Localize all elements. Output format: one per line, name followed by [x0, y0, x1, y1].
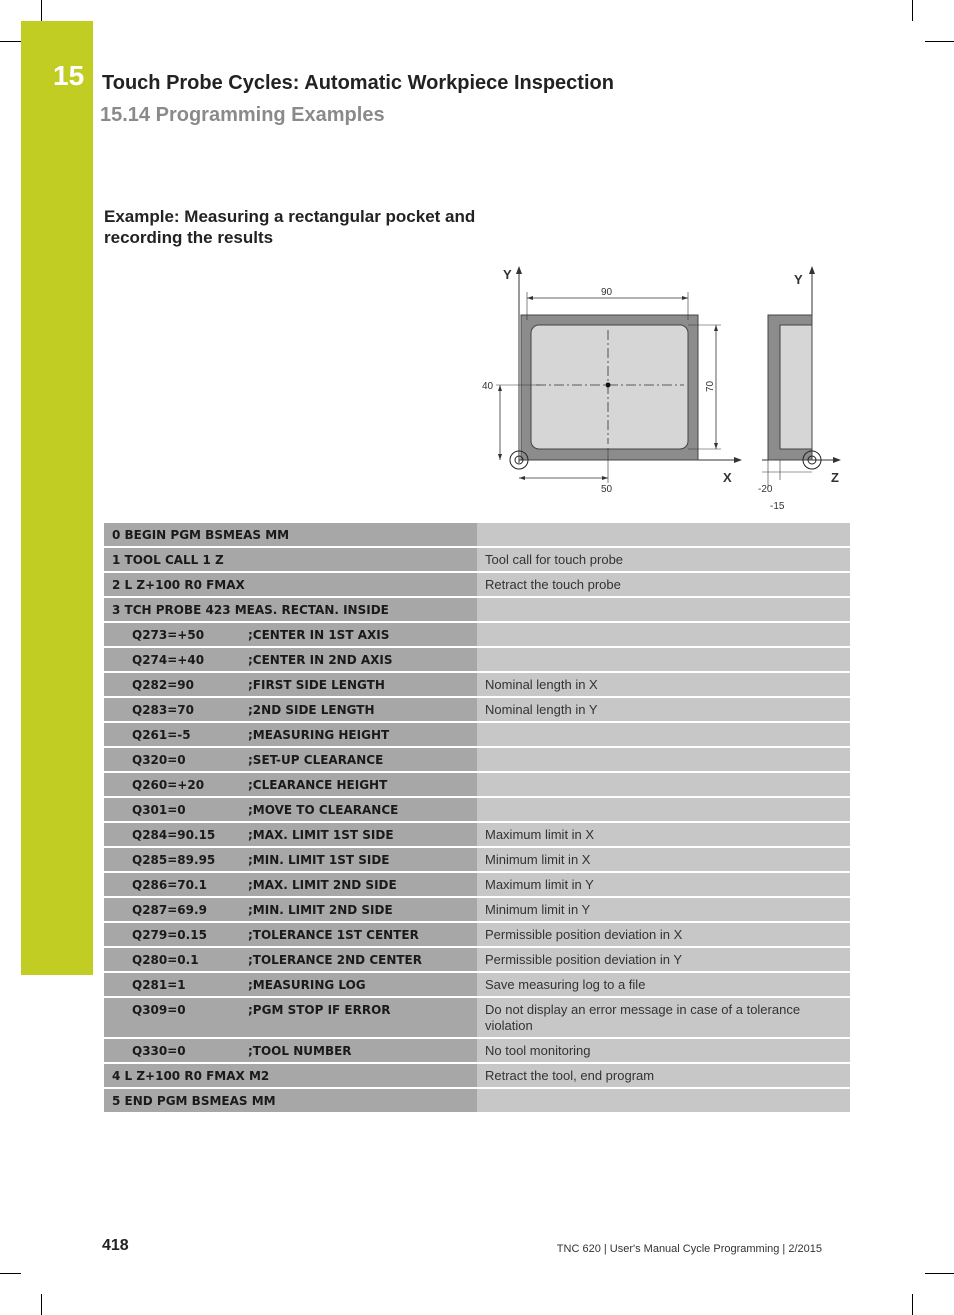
table-row	[104, 597, 850, 622]
crop-mark	[912, 0, 913, 21]
nc-code-cell	[104, 1038, 477, 1063]
dim-arrow	[682, 296, 688, 300]
nc-description-cell	[477, 1088, 850, 1113]
dim-arrow	[714, 443, 718, 449]
nc-comment: ;SET-UP CLEARANCE	[248, 753, 384, 767]
table-row	[104, 972, 850, 997]
nc-param: Q309=0	[132, 1003, 186, 1017]
nc-code-cell	[104, 847, 477, 872]
nc-comment: ;MEASURING HEIGHT	[248, 728, 390, 742]
nc-param: Q320=0	[132, 753, 186, 767]
table-row	[104, 772, 850, 797]
dim-center-y-label: 40	[482, 381, 494, 392]
nc-comment: ;MIN. LIMIT 2ND SIDE	[248, 903, 393, 917]
table-row	[104, 622, 850, 647]
nc-param: Q273=+50	[132, 628, 205, 642]
table-row	[104, 1088, 850, 1113]
nc-code-cell	[104, 722, 477, 747]
crop-mark	[912, 1294, 913, 1315]
nc-comment: ;TOOL NUMBER	[248, 1044, 352, 1058]
front-y-arrow	[516, 266, 522, 274]
table-row	[104, 947, 850, 972]
nc-description-cell: Minimum limit in X	[477, 847, 850, 872]
nc-param: Q284=90.15	[132, 828, 216, 842]
nc-description-cell	[477, 722, 850, 747]
table-row	[104, 922, 850, 947]
crop-mark	[0, 1273, 21, 1274]
nc-code-cell: 3 TCH PROBE 423 MEAS. RECTAN. INSIDE	[104, 597, 477, 622]
dim-arrow	[519, 476, 525, 480]
nc-param: Q280=0.1	[132, 953, 199, 967]
crop-mark	[41, 1294, 42, 1315]
nc-param: Q261=-5	[132, 728, 191, 742]
page-number: 418	[102, 1237, 129, 1254]
dim-width-label: 90	[601, 287, 613, 298]
nc-code-cell	[104, 772, 477, 797]
nc-comment: ;CENTER IN 1ST AXIS	[248, 628, 390, 642]
crop-mark	[925, 1273, 954, 1274]
nc-description-cell: Retract the tool, end program	[477, 1063, 850, 1088]
nc-description-cell: Tool call for touch probe	[477, 547, 850, 572]
chapter-sidebar	[21, 21, 93, 975]
table-row	[104, 672, 850, 697]
nc-comment: ;CENTER IN 2ND AXIS	[248, 653, 393, 667]
table-row	[104, 722, 850, 747]
dim-arrow	[714, 325, 718, 331]
side-z-arrow	[833, 457, 841, 463]
crop-mark	[0, 41, 21, 42]
nc-code-cell: 1 TOOL CALL 1 Z	[104, 547, 477, 572]
nc-param: Q274=+40	[132, 653, 205, 667]
nc-code-cell	[104, 647, 477, 672]
table-row	[104, 997, 850, 1038]
table-row	[104, 523, 850, 547]
nc-code-cell: 5 END PGM BSMEAS MM	[104, 1088, 477, 1113]
nc-code-cell	[104, 697, 477, 722]
pocket-drawing	[470, 258, 860, 518]
nc-code-cell: 4 L Z+100 R0 FMAX M2	[104, 1063, 477, 1088]
nc-comment: ;CLEARANCE HEIGHT	[248, 778, 388, 792]
example-title: Example: Measuring a rectangular pocket and recording the results	[104, 207, 476, 247]
nc-code-cell	[104, 747, 477, 772]
nc-param: Q260=+20	[132, 778, 205, 792]
nc-param: Q281=1	[132, 978, 186, 992]
nc-description-cell: Do not display an error message in case of a tolerance violation	[477, 997, 850, 1038]
nc-description-cell	[477, 772, 850, 797]
nc-code-cell	[104, 622, 477, 647]
crop-mark	[41, 0, 42, 21]
table-row	[104, 1038, 850, 1063]
nc-comment: ;MEASURING LOG	[248, 978, 366, 992]
nc-code-cell	[104, 997, 477, 1038]
table-row	[104, 647, 850, 672]
nc-comment: ;MAX. LIMIT 1ST SIDE	[248, 828, 394, 842]
nc-description-cell	[477, 523, 850, 547]
section-title: 15.14 Programming Examples	[100, 104, 385, 126]
nc-description-cell: Permissible position deviation in Y	[477, 947, 850, 972]
pocket-center-point	[606, 383, 611, 388]
nc-description-cell	[477, 747, 850, 772]
front-y-axis-label: Y	[503, 267, 512, 282]
front-x-axis-label: X	[723, 470, 732, 485]
nc-code-cell	[104, 672, 477, 697]
nc-comment: ;MAX. LIMIT 2ND SIDE	[248, 878, 397, 892]
nc-description-cell: Retract the touch probe	[477, 572, 850, 597]
nc-comment: ;MOVE TO CLEARANCE	[248, 803, 399, 817]
nc-code-cell	[104, 822, 477, 847]
nc-code-cell	[104, 922, 477, 947]
dim-center-x-label: 50	[601, 484, 613, 495]
nc-code-cell	[104, 947, 477, 972]
nc-param: Q282=90	[132, 678, 195, 692]
dim-arrow	[527, 296, 533, 300]
nc-param: Q330=0	[132, 1044, 186, 1058]
dim-arrow	[602, 476, 608, 480]
chapter-number: 15	[53, 60, 85, 91]
table-row	[104, 822, 850, 847]
nc-description-cell: Maximum limit in X	[477, 822, 850, 847]
side-y-arrow	[809, 266, 815, 274]
nc-description-cell: Minimum limit in Y	[477, 897, 850, 922]
nc-code-cell	[104, 872, 477, 897]
nc-comment: ;MIN. LIMIT 1ST SIDE	[248, 853, 390, 867]
nc-description-cell	[477, 797, 850, 822]
nc-code-cell	[104, 897, 477, 922]
nc-description-cell: Nominal length in X	[477, 672, 850, 697]
side-y-axis-label: Y	[794, 272, 803, 287]
nc-description-cell	[477, 597, 850, 622]
dim-arrow	[498, 385, 502, 391]
dim-arrow	[498, 454, 502, 460]
dim-depth-b-label: -15	[770, 501, 785, 512]
nc-description-cell	[477, 647, 850, 672]
front-x-arrow	[734, 457, 742, 463]
footer-text: TNC 620 | User's Manual Cycle Programming | 2/2015	[556, 1243, 822, 1255]
nc-param: Q285=89.95	[132, 853, 216, 867]
nc-code-cell: 2 L Z+100 R0 FMAX	[104, 572, 477, 597]
dim-height-label: 70	[705, 380, 716, 392]
nc-comment: ;FIRST SIDE LENGTH	[248, 678, 385, 692]
crop-mark	[925, 41, 954, 42]
table-row	[104, 1063, 850, 1088]
table-row	[104, 572, 850, 597]
table-row	[104, 747, 850, 772]
nc-comment: ;TOLERANCE 2ND CENTER	[248, 953, 422, 967]
nc-description-cell: Permissible position deviation in X	[477, 922, 850, 947]
table-row	[104, 797, 850, 822]
nc-description-cell: Save measuring log to a file	[477, 972, 850, 997]
nc-param: Q283=70	[132, 703, 195, 717]
nc-program-table	[104, 523, 850, 1114]
nc-description-cell: Nominal length in Y	[477, 697, 850, 722]
nc-description-cell	[477, 622, 850, 647]
side-z-axis-label: Z	[831, 470, 839, 485]
nc-description-cell: No tool monitoring	[477, 1038, 850, 1063]
table-row	[104, 547, 850, 572]
nc-description-cell: Maximum limit in Y	[477, 872, 850, 897]
dim-depth-a-label: -20	[758, 484, 773, 495]
nc-code-cell	[104, 972, 477, 997]
nc-comment: ;TOLERANCE 1ST CENTER	[248, 928, 419, 942]
table-row	[104, 872, 850, 897]
nc-param: Q287=69.9	[132, 903, 207, 917]
nc-param: Q286=70.1	[132, 878, 207, 892]
table-row	[104, 697, 850, 722]
nc-param: Q301=0	[132, 803, 186, 817]
nc-comment: ;2ND SIDE LENGTH	[248, 703, 375, 717]
nc-code-cell	[104, 797, 477, 822]
table-row	[104, 847, 850, 872]
nc-code-cell: 0 BEGIN PGM BSMEAS MM	[104, 523, 477, 547]
table-row	[104, 897, 850, 922]
chapter-title: Touch Probe Cycles: Automatic Workpiece Inspection	[102, 72, 614, 94]
side-pocket	[780, 325, 812, 449]
nc-param: Q279=0.15	[132, 928, 207, 942]
nc-comment: ;PGM STOP IF ERROR	[248, 1003, 391, 1017]
